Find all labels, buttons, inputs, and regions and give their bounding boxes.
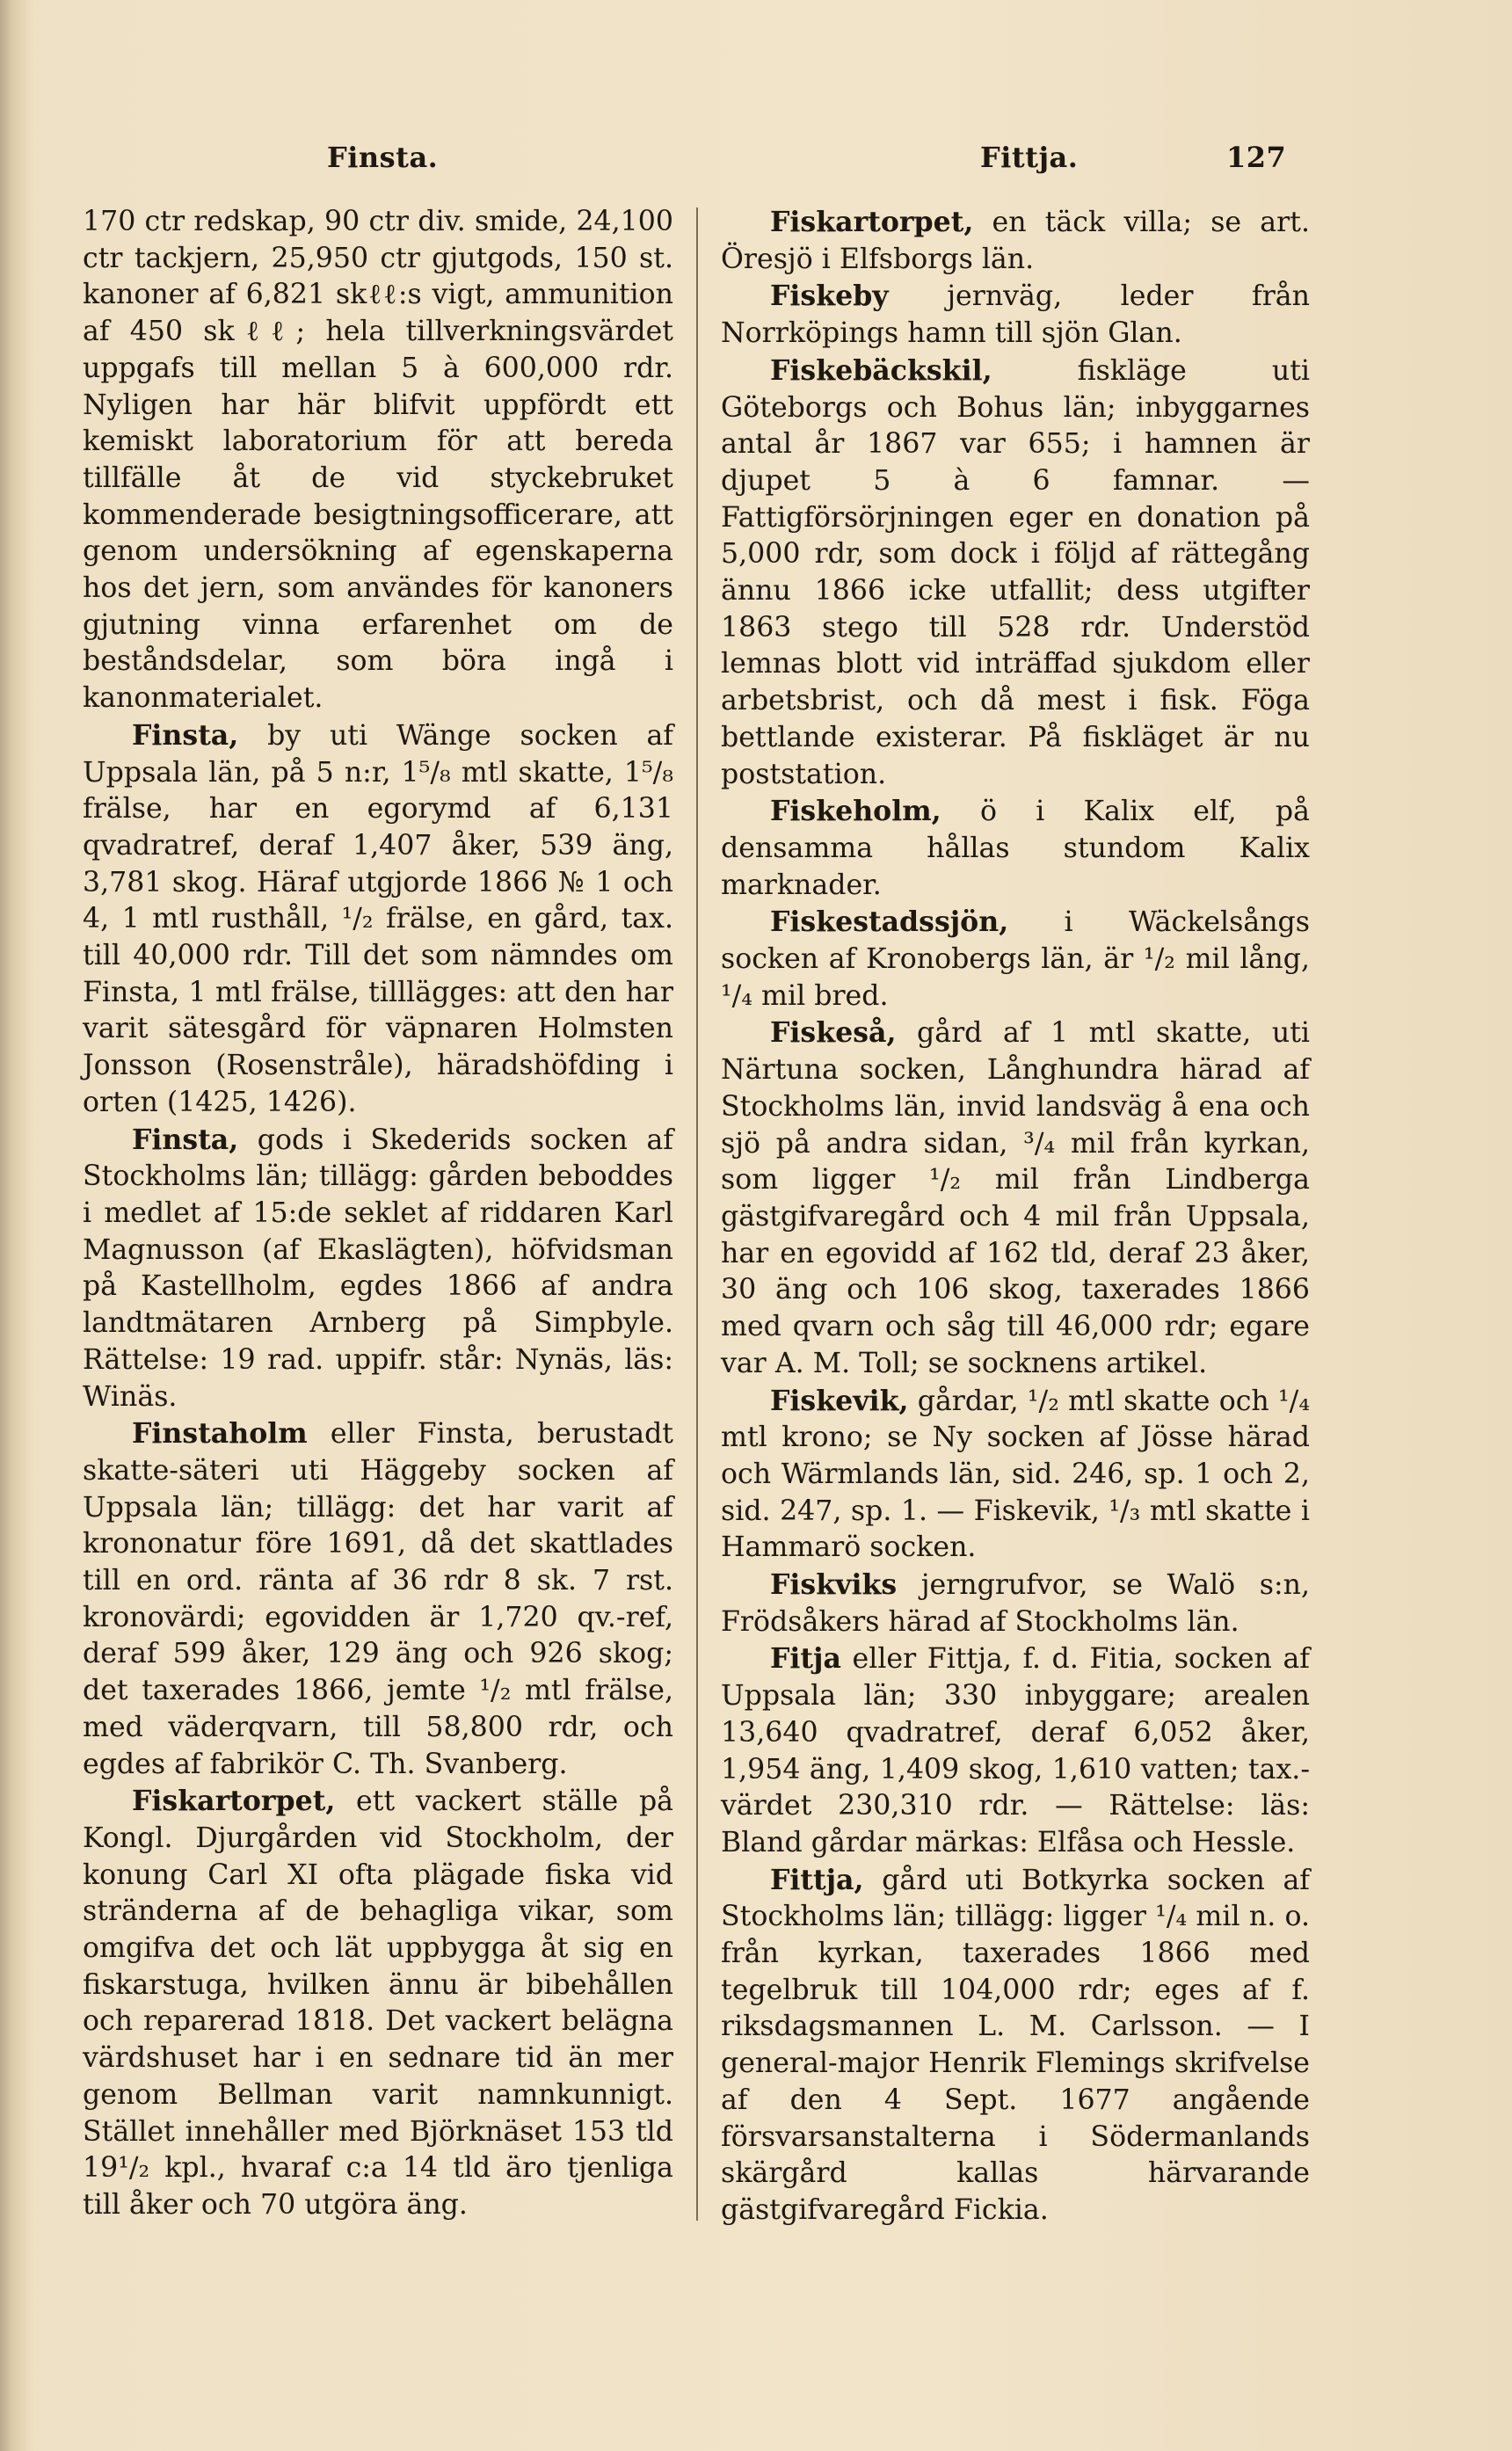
entry-headword: Fiskeholm, (770, 795, 941, 828)
entry-fiskesa (721, 1015, 1310, 1382)
entry-fiskviks (721, 1567, 1310, 1640)
running-head-left: Finsta. (327, 141, 439, 174)
column-divider (696, 207, 698, 2221)
entry-headword: Fitja (770, 1642, 841, 1676)
entry-text: gård uti Botkyrka socken af Stockholms län; tillägg: ligger ¹/₄ mil n. o. från kyrkan, taxerades 1866 med tegelbruk till 104,000 rdr; eges af f. riksdagsmannen L. M. Carlsson. — I general-major Henrik Flemings skrifvelse af den 4 Sept. 1677 angående försvarsanstalterna i Södermanlands skärgård kallas härvarande gästgifvaregård Fickia. (721, 1864, 1310, 2226)
entry-finsta-2 (83, 1122, 673, 1416)
running-head-right: Fittja. (980, 141, 1079, 174)
entry-finstaholm (83, 1415, 673, 1783)
entry-fitja (721, 1640, 1310, 1861)
entry-headword: Finstaholm (132, 1417, 308, 1451)
entry-fiskeholm (721, 793, 1310, 904)
entry-headword: Fiskebäckskil, (770, 353, 992, 387)
entry-finsta-1 (83, 717, 673, 1122)
left-column (83, 204, 673, 2224)
entry-text: i Wäckelsångs socken af Kronobergs län, är ¹/₂ mil lång, ¹/₄ mil bred. (721, 906, 1310, 1012)
entry-fiskartorpet-1 (83, 1783, 673, 2223)
entry-continuation (83, 204, 673, 717)
page-number: 127 (1226, 141, 1287, 174)
entry-headword: Fiskeby (770, 280, 889, 313)
entry-headword: Fiskestadssjön, (770, 905, 1009, 939)
entry-text: gods i Skederids socken af Stockholms län; tillägg: gården beboddes i medlet af 15:de seklet af riddaren Karl Magnusson (af Ekaslägten), höfvidsman på Kastellholm, egdes 1866 af andra landtmätaren Arnberg på Simpbyle. Rättelse: 19 rad. uppifr. står: Nynäs, läs: Winäs. (83, 1124, 673, 1413)
entry-headword: Fiskeså, (770, 1016, 897, 1050)
entry-text: eller Fittja, f. d. Fitia, socken af Uppsala län; 330 inbyggare; arealen 13,640 qvadratref, deraf 6,052 åker, 1,954 äng, 1,409 skog, 1,610 vatten; tax.-värdet 230,310 rdr. — Rättelse: läs: Bland gårdar märkas: Elfåsa och Hessle. (721, 1643, 1310, 1858)
entry-text: eller Finsta, berustadt skatte-säteri uti Häggeby socken af Uppsala län; tillägg: det har varit af krononatur före 1691, då det skattlades till en ord. ränta af 36 rdr 8 sk. 7 rst. kronovärdi; egovidden är 1,720 qv.-ref, deraf 599 åker, 129 äng och 926 skog; det taxerades 1866, jemte ¹/₂ mtl frälse, med väderqvarn, till 58,800 rdr, och egdes af fabrikör C. Th. Svanberg. (83, 1418, 673, 1780)
entry-headword: Fiskartorpet, (132, 1785, 336, 1818)
entry-headword: Fiskevik, (770, 1384, 909, 1417)
entry-text: 170 ctr redskap, 90 ctr div. smide, 24,100 ctr tackjern, 25,950 ctr gjutgods, 150 st. kanoner af 6,821 skℓℓ:s vigt, ammunition af 450 skℓℓ; hela tillverkningsvärdet uppgafs till mellan 5 à 600,000 rdr. Nyligen har här blifvit uppfördt ett kemiskt laboratorium för att bereda tillfälle åt de vid styckebruket kommenderade besigtningsofficerare, att genom undersökning af egenskaperna hos det jern, som användes för kanoners gjutning vinna erfarenhet om de beståndsdelar, som böra ingå i kanonmaterialet. (83, 206, 673, 715)
entry-headword: Finsta, (132, 1123, 239, 1156)
entry-text: fiskläge uti Göteborgs och Bohus län; inbyggarnes antal år 1867 var 655; i hamnen är djupet 5 à 6 famnar. — Fattigförsörjningen eger en donation på 5,000 rdr, som dock i följd af rättegång ännu 1866 icke utfallit; dess utgifter 1863 stego till 528 rdr. Understöd lemnas blott vid inträffad sjukdom eller arbetsbrist, och då mest i fisk. Föga bettlande existerar. På fiskläget är nu poststation. (721, 354, 1310, 790)
entry-text: jerngrufvor, se Walö s:n, Frödsåkers härad af Stockholms län. (721, 1569, 1310, 1638)
entry-fiskartorpet-2 (721, 204, 1310, 278)
entry-fiskestadssjon (721, 904, 1310, 1015)
entry-fiskebackskil (721, 353, 1310, 793)
entry-fiskeby (721, 278, 1310, 352)
entry-text: jernväg, leder från Norrköpings hamn till sjön Glan. (721, 280, 1310, 350)
entry-text: en täck villa; se art. Öresjö i Elfsborgs län. (721, 207, 1310, 275)
entry-headword: Fittja, (770, 1863, 864, 1896)
right-column (721, 204, 1310, 2229)
entry-text: ett vackert ställe på Kongl. Djurgården vid Stockholm, der konung Carl XI ofta plägade fiska vid stränderna af de behagliga vikar, som omgifva det och lät uppbygga åt sig en fiskarstuga, hvilken ännu är bibehållen och reparerad 1818. Det vackert belägna värdshuset har i en sednare tid än mer genom Bellman varit namnkunnigt. Stället innehåller med Björknäset 153 tld 19¹/₂ kpl., hvaraf c:a 14 tld äro tjenliga till åker och 70 utgöra äng. (83, 1786, 673, 2221)
entry-fittja (721, 1862, 1310, 2229)
entry-fiskevik (721, 1383, 1310, 1567)
entry-text: by uti Wänge socken af Uppsala län, på 5 n:r, 1⁵/₈ mtl skatte, 1⁵/₈ frälse, har en egorymd af 6,131 qvadratref, deraf 1,407 åker, 539 äng, 3,781 skog. Häraf utgjorde 1866 № 1 och 4, 1 mtl rusthåll, ¹/₂ frälse, en gård, tax. till 40,000 rdr. Till det som nämndes om Finsta, 1 mtl frälse, tilllägges: att den har varit sätesgård för väpnaren Holmsten Jonsson (Rosenstråle), häradshöfding i orten (1425, 1426). (83, 719, 673, 1118)
entry-headword: Finsta, (132, 718, 239, 752)
entry-headword: Fiskviks (770, 1568, 898, 1602)
entry-text: gård af 1 mtl skatte, uti Närtuna socken, Långhundra härad af Stockholms län, invid landsväg å ena och sjö på andra sidan, ³/₄ mil från kyrkan, som ligger ¹/₂ mil från Lindberga gästgifvaregård och 4 mil från Uppsala, har en egovidd af 162 tld, deraf 23 åker, 30 äng och 106 skog, taxerades 1866 med qvarn och såg till 46,000 rdr; egare var A. M. Toll; se socknens artikel. (721, 1017, 1310, 1379)
entry-text: ö i Kalix elf, på densamma hållas stundom Kalix marknader. (721, 796, 1310, 901)
entry-text: gårdar, ¹/₂ mtl skatte och ¹/₄ mtl krono; se Ny socken af Jösse härad och Wärmlands län, sid. 246, sp. 1 och 2, sid. 247, sp. 1. — Fiskevik, ¹/₃ mtl skatte i Hammarö socken. (721, 1385, 1310, 1564)
entry-headword: Fiskartorpet, (770, 206, 974, 238)
